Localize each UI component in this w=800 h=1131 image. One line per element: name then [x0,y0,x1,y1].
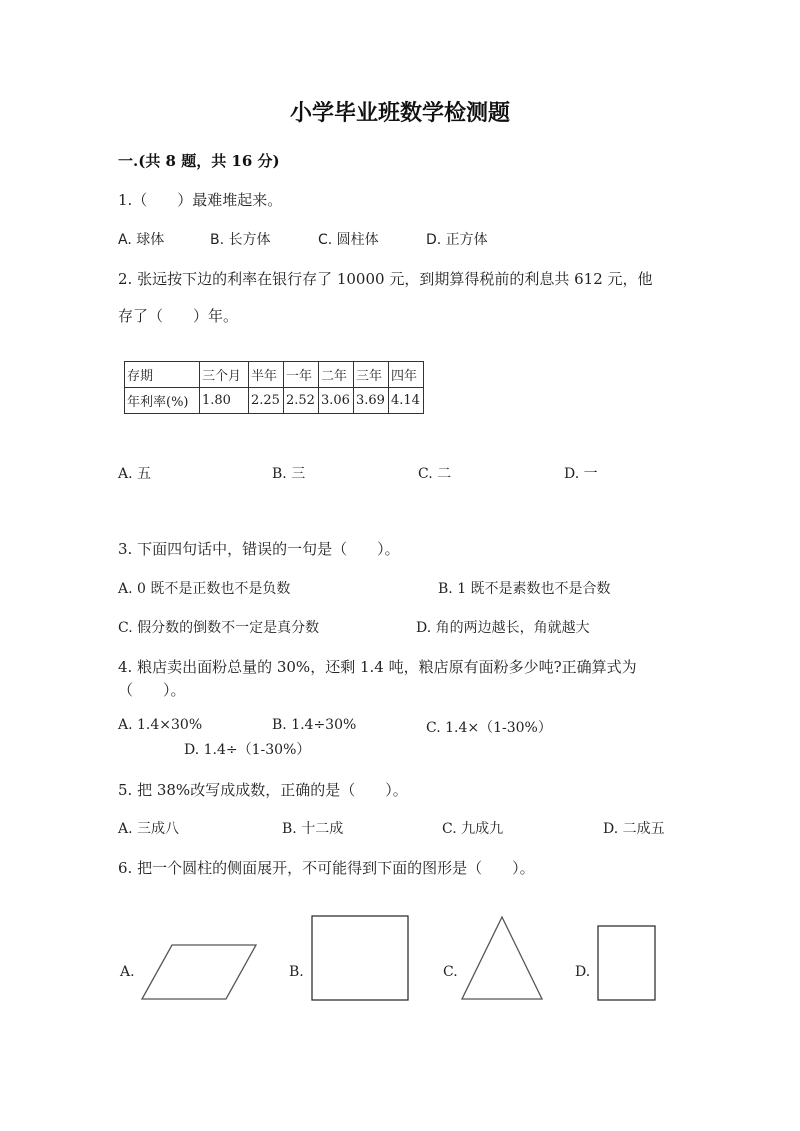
question-4-stem-line-1: 4. 粮店卖出面粉总量的 30%，还剩 1.4 吨，粮店原有面粉多少吨?正确算式为 [118,658,637,676]
table-cell: 3.69 [354,388,389,414]
question-6-stem: 6. 把一个圆柱的侧面展开，不可能得到下面的图形是（ ）。 [118,859,535,877]
question-2-option-b: B. 三 [272,466,306,482]
question-4-option-a: A. 1.4×30% [118,717,203,733]
question-1-stem: 1.（ ）最难堆起来。 [118,191,283,209]
question-1-option-a: A. 球体 [118,232,165,248]
question-2-option-d: D. 一 [564,466,598,482]
question-1-option-c: C. 圆柱体 [318,232,379,248]
question-4-stem-line-2: （ ）。 [118,681,186,699]
table-cell: 2.25 [249,388,284,414]
question-5-option-b: B. 十二成 [282,821,344,837]
table-cell: 三年 [354,362,389,388]
table-cell: 1.80 [200,388,249,414]
question-2-option-c: C. 二 [418,466,452,482]
section-heading: 一.(共 8 题，共 16 分) [118,152,280,170]
table-cell: 三个月 [200,362,249,388]
question-5-option-c: C. 九成九 [442,821,504,837]
question-1-option-d: D. 正方体 [426,232,488,248]
question-2-option-a: A. 五 [118,466,152,482]
table-cell: 二年 [319,362,354,388]
table-cell: 半年 [249,362,284,388]
question-5-stem: 5. 把 38%改写成成数，正确的是（ ）。 [118,781,408,799]
square-shape [312,916,408,1000]
question-4-option-d: D. 1.4÷（1-30%） [184,742,311,758]
question-3-option-b: B. 1 既不是素数也不是合数 [438,581,611,597]
question-3-option-c: C. 假分数的倒数不一定是真分数 [118,620,320,636]
question-1-option-b: B. 长方体 [210,232,271,248]
table-cell: 四年 [389,362,424,388]
question-4-option-c: C. 1.4×（1-30%） [426,720,552,736]
triangle-shape [462,917,542,999]
question-5-option-d: D. 二成五 [603,821,665,837]
question-2-stem-line-1: 2. 张远按下边的利率在银行存了 10000 元，到期算得税前的利息共 612 元，他 [118,270,653,288]
rectangle-shape [598,926,655,1000]
question-6-option-c: C. [443,964,458,980]
question-6-option-d: D. [575,964,591,980]
question-5-option-a: A. 三成八 [118,821,180,837]
page-title: 小学毕业班数学检测题 [289,100,510,126]
question-2-stem-line-2: 存了（ ）年。 [118,307,239,325]
question-3-option-a: A. 0 既不是正数也不是负数 [118,581,291,597]
question-3-stem: 3. 下面四句话中，错误的一句是（ ）。 [118,540,400,558]
parallelogram-shape [142,945,256,999]
question-3-option-d: D. 角的两边越长，角就越大 [416,620,590,636]
table-cell: 存期 [125,362,200,388]
question-6-option-a: A. [120,964,135,980]
table-cell: 一年 [284,362,319,388]
table-cell: 年利率(%) [125,388,200,414]
table-cell: 2.52 [284,388,319,414]
table-cell: 4.14 [389,388,424,414]
question-4-option-b: B. 1.4÷30% [272,717,357,733]
table-cell: 3.06 [319,388,354,414]
question-6-option-b: B. [289,964,304,980]
